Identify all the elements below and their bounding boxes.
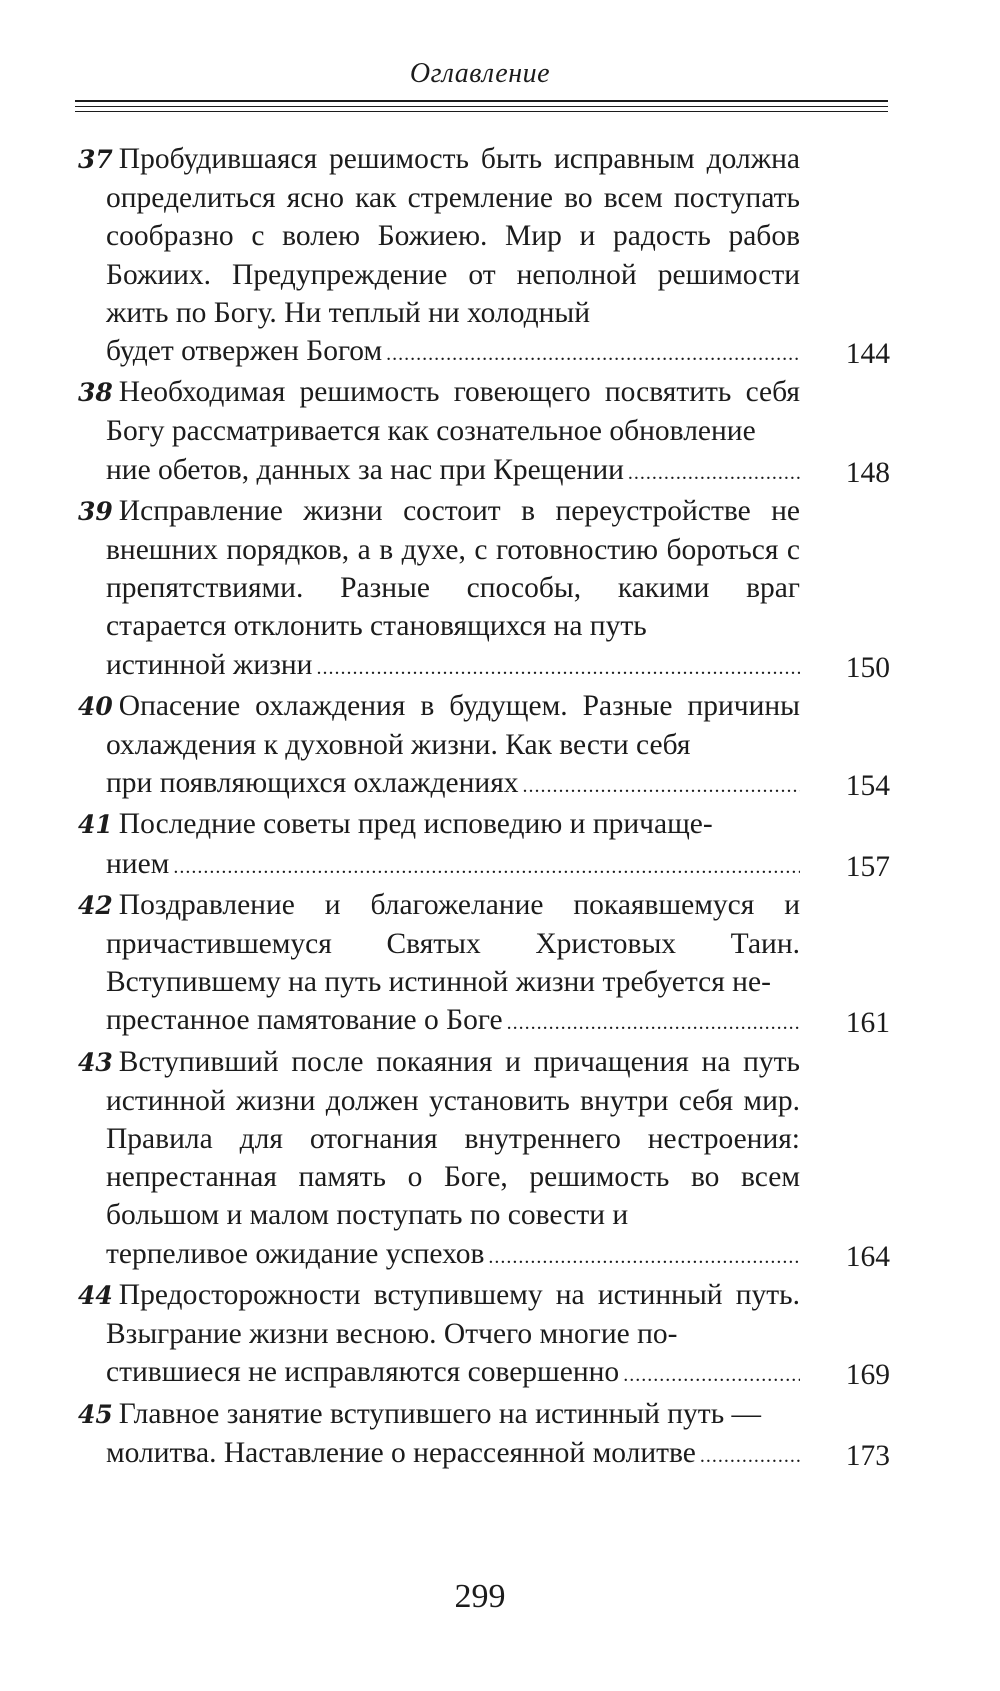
toc-entry <box>78 1276 890 1395</box>
toc-entry-text <box>78 886 800 1002</box>
chapter-title: Исправление жизни состоит в переустройстве не внешних порядков, а в духе, с готовностию бороться с препятствиями. Разные способы, какими враг старается отклонить становящихся на путь <box>106 494 800 643</box>
chapter-number: 43 <box>78 1047 113 1077</box>
leader-dots <box>316 649 800 687</box>
chapter-title: Вступивший после покаяния и причащения на путь истинной жизни должен установить внутри себя мир. Правила для отогнания внутреннего нестроения: непрестанная память о Боге, решимость во всем большом и малом поступать по совести и <box>106 1045 800 1232</box>
chapter-number: 45 <box>78 1399 113 1429</box>
leader-dots <box>507 1004 800 1042</box>
toc-entry-text <box>78 492 800 646</box>
page-reference: 164 <box>845 1240 890 1273</box>
chapter-title-last-line <box>78 845 800 886</box>
chapter-title: Предосторожности вступившему на истинный путь. Взыграние жизни весною. Отчего многие по- <box>106 1278 800 1351</box>
chapter-number: 39 <box>78 496 113 526</box>
page-reference: 173 <box>845 1439 890 1472</box>
toc-entry <box>78 140 890 373</box>
chapter-title: Последние советы пред исповедию и причаще- <box>118 808 713 841</box>
chapter-number: 37 <box>78 145 113 174</box>
leader-dots <box>628 454 800 492</box>
chapter-title-last-line <box>78 764 800 805</box>
chapter-number: 44 <box>78 1280 113 1310</box>
chapter-title-end: ние обетов, данных за нас при Крещении <box>106 453 624 486</box>
chapter-title: Главное занятие вступившего на истинный путь — <box>118 1397 762 1430</box>
chapter-title: Пробудившаяся решимость быть исправным должна определиться ясно как стремление во всем поступать сообразно с волею Божиею. Мир и радость рабов Божиих. Предупреждение от неполной решимости жить по Богу. Ни теплый ни холодный <box>106 143 800 329</box>
chapter-title-last-line <box>78 1353 800 1394</box>
page-reference: 157 <box>845 850 890 883</box>
page-reference: 169 <box>845 1359 890 1392</box>
chapter-number: 41 <box>78 810 113 840</box>
toc-entry <box>78 1395 890 1475</box>
page-reference: 148 <box>845 456 890 489</box>
toc-entry <box>78 1043 890 1276</box>
leader-dots <box>173 848 800 886</box>
leader-dots <box>623 1356 800 1394</box>
leader-dots <box>700 1437 800 1475</box>
header-rule <box>75 111 888 112</box>
toc-entry-text <box>78 1276 800 1353</box>
toc-entry <box>78 373 890 492</box>
running-title: Оглавление <box>409 58 551 89</box>
chapter-title-end: молитва. Наставление о нерассеянной молитве <box>106 1436 696 1469</box>
chapter-title-last-line <box>78 1001 800 1042</box>
chapter-title: Поздравление и благожелание покаявшемуся и причастившемуся Святых Христовых Таин. Вступившему на путь истинной жизни требуется не- <box>106 888 800 999</box>
chapter-number: 42 <box>78 890 113 920</box>
toc-entry-text <box>78 805 800 844</box>
chapter-title-end: нием <box>106 847 170 880</box>
toc-entry-text <box>78 1043 800 1235</box>
toc-entry-text <box>78 687 800 764</box>
chapter-title: Необходимая решимость говеющего посвятить себя Богу рассматривается как сознательное обновление <box>106 376 800 448</box>
chapter-number: 38 <box>78 378 113 408</box>
leader-dots <box>488 1238 800 1276</box>
chapter-title: Опасение охлаждения в будущем. Разные причины охлаждения к духовной жизни. Как вести себя <box>106 689 800 762</box>
leader-dots <box>523 767 800 805</box>
chapter-title-end: при появляющихся охлаждениях <box>106 767 519 800</box>
toc-entry-text <box>78 140 800 332</box>
chapter-title-end: стившиеся не исправляются совершенно <box>106 1356 620 1389</box>
chapter-number: 40 <box>78 691 113 721</box>
toc-entry <box>78 886 890 1043</box>
page-reference: 154 <box>845 770 890 803</box>
header-rule <box>75 100 888 102</box>
chapter-title-last-line <box>78 1235 800 1276</box>
toc-entry-text <box>78 373 800 450</box>
page-reference: 144 <box>845 338 890 371</box>
chapter-title-last-line <box>78 1434 800 1475</box>
chapter-title-last-line <box>78 451 800 492</box>
chapter-title-end: терпеливое ожидание успехов <box>106 1237 485 1270</box>
chapter-title-end: истинной жизни <box>106 648 313 681</box>
chapter-title-last-line <box>78 332 800 373</box>
chapter-title-end: престанное памятование о Боге <box>106 1004 503 1037</box>
page-number: 299 <box>454 1578 506 1615</box>
table-of-contents <box>78 140 890 1475</box>
page-reference: 161 <box>845 1007 890 1040</box>
toc-entry-text <box>78 1395 800 1434</box>
leader-dots <box>386 335 800 373</box>
page-reference: 150 <box>845 651 890 684</box>
toc-entry <box>78 805 890 885</box>
chapter-title-last-line <box>78 646 800 687</box>
toc-entry <box>78 687 890 806</box>
header-rule <box>75 106 888 107</box>
toc-entry <box>78 492 890 687</box>
chapter-title-end: будет отвержен Богом <box>106 335 383 368</box>
